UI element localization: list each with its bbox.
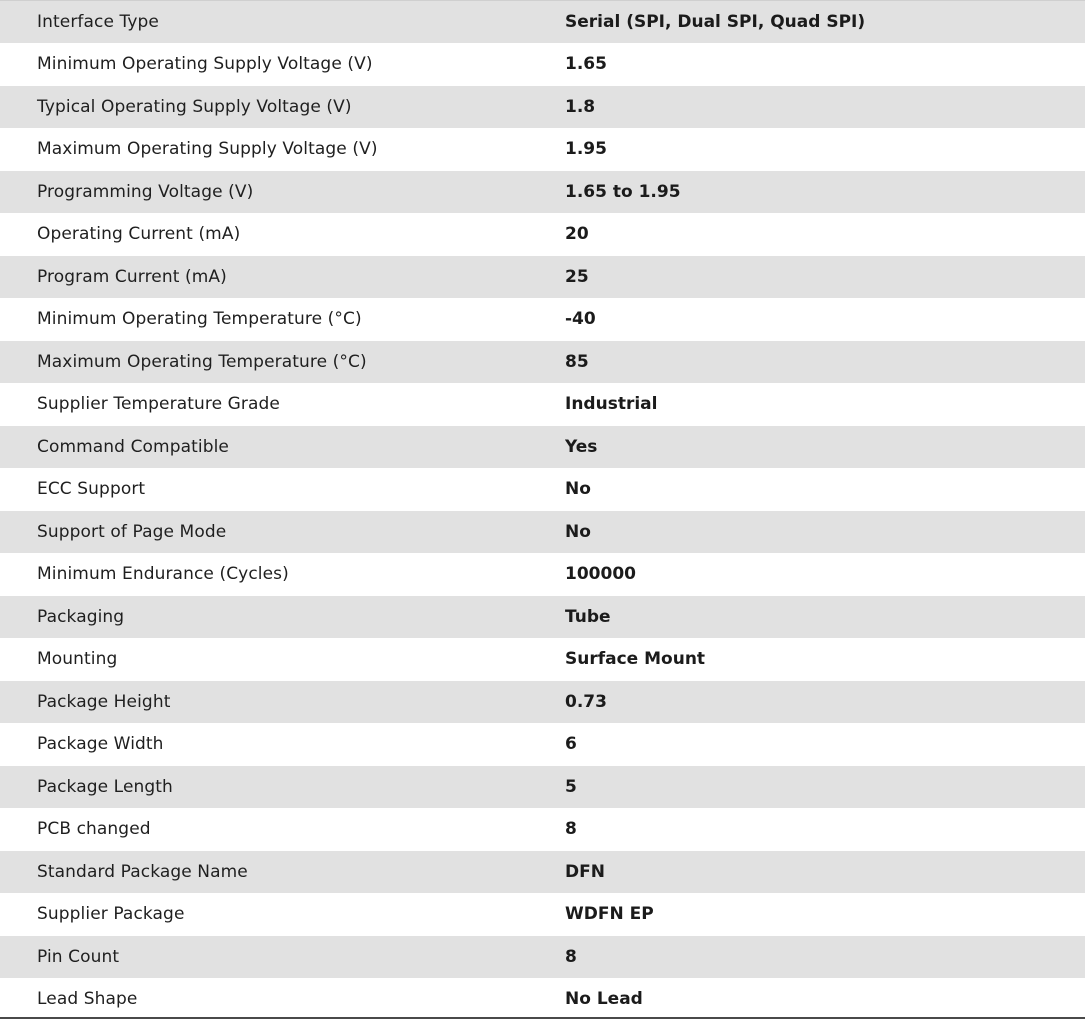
spec-value: Serial (SPI, Dual SPI, Quad SPI) [565,1,1085,44]
spec-row-typ-operating-supply-voltage [0,86,1085,129]
spec-row-program-current [0,256,1085,299]
spec-label: Pin Count [0,936,565,979]
spec-label: Minimum Endurance (Cycles) [0,553,565,596]
spec-value: 8 [565,808,1085,851]
spec-row-packaging [0,596,1085,639]
spec-value: No Lead [565,978,1085,1021]
spec-value: WDFN EP [565,893,1085,936]
spec-value: 0.73 [565,681,1085,724]
spec-label: Operating Current (mA) [0,213,565,256]
spec-row-lead-shape [0,978,1085,1021]
spec-label: ECC Support [0,468,565,511]
spec-row-operating-current [0,213,1085,256]
spec-label: Maximum Operating Temperature (°C) [0,341,565,384]
spec-label: Supplier Package [0,893,565,936]
spec-row-programming-voltage [0,171,1085,214]
spec-value: 25 [565,256,1085,299]
spec-label: Package Width [0,723,565,766]
spec-value: 20 [565,213,1085,256]
spec-value: 85 [565,341,1085,384]
spec-row-interface-type [0,1,1085,44]
spec-label: Maximum Operating Supply Voltage (V) [0,128,565,171]
spec-value: No [565,468,1085,511]
spec-row-mounting [0,638,1085,681]
spec-value: 1.8 [565,86,1085,129]
spec-label: Mounting [0,638,565,681]
spec-row-standard-package-name [0,851,1085,894]
spec-row-package-height [0,681,1085,724]
specifications-table-body [0,1,1085,1021]
spec-value: DFN [565,851,1085,894]
spec-label: Package Height [0,681,565,724]
spec-row-supplier-package [0,893,1085,936]
spec-value: No [565,511,1085,554]
spec-label: Typical Operating Supply Voltage (V) [0,86,565,129]
spec-value: Yes [565,426,1085,469]
spec-row-max-operating-supply-voltage [0,128,1085,171]
spec-label: Command Compatible [0,426,565,469]
spec-label: Interface Type [0,1,565,44]
spec-label: Packaging [0,596,565,639]
spec-row-min-operating-temperature [0,298,1085,341]
spec-value: 6 [565,723,1085,766]
spec-value: 1.95 [565,128,1085,171]
spec-label: Minimum Operating Supply Voltage (V) [0,43,565,86]
spec-value: Tube [565,596,1085,639]
spec-row-command-compatible [0,426,1085,469]
spec-row-package-length [0,766,1085,809]
spec-row-pcb-changed [0,808,1085,851]
spec-label: PCB changed [0,808,565,851]
spec-row-pin-count [0,936,1085,979]
spec-label: Standard Package Name [0,851,565,894]
spec-row-min-operating-supply-voltage [0,43,1085,86]
spec-value: 5 [565,766,1085,809]
spec-row-min-endurance [0,553,1085,596]
spec-row-max-operating-temperature [0,341,1085,384]
spec-label: Package Length [0,766,565,809]
spec-row-supplier-temperature-grade [0,383,1085,426]
spec-label: Program Current (mA) [0,256,565,299]
spec-label: Supplier Temperature Grade [0,383,565,426]
spec-value: Industrial [565,383,1085,426]
spec-label: Minimum Operating Temperature (°C) [0,298,565,341]
spec-label: Programming Voltage (V) [0,171,565,214]
spec-label: Support of Page Mode [0,511,565,554]
spec-value: 1.65 [565,43,1085,86]
spec-row-support-of-page-mode [0,511,1085,554]
spec-value: 1.65 to 1.95 [565,171,1085,214]
spec-row-package-width [0,723,1085,766]
spec-label: Lead Shape [0,978,565,1021]
spec-row-ecc-support [0,468,1085,511]
spec-value: 8 [565,936,1085,979]
spec-value: -40 [565,298,1085,341]
spec-value: Surface Mount [565,638,1085,681]
spec-value: 100000 [565,553,1085,596]
